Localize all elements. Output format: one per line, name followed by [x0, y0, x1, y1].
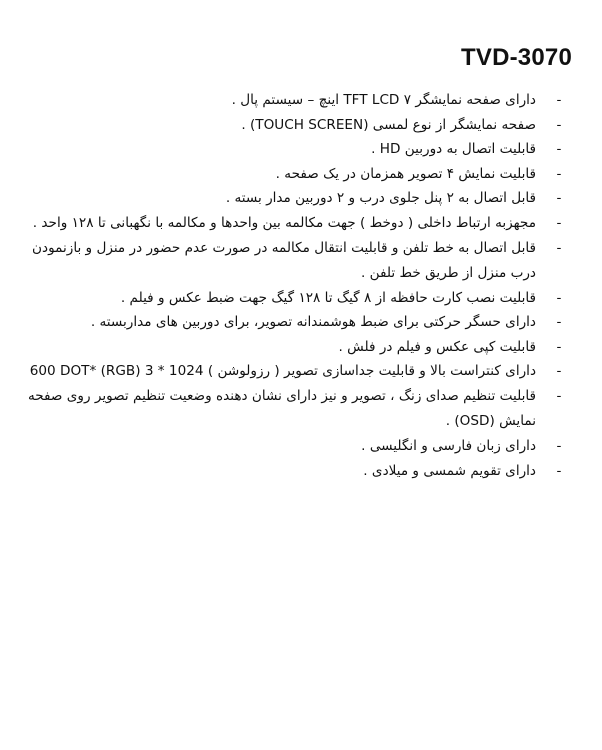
feature-text: دارای حسگر حرکتی برای ضبط هوشمندانه تصویر، برای دوربین های مداربسته .: [90, 314, 536, 331]
feature-item: [22, 286, 566, 311]
feature-text: دارای زبان فارسی و انگلیسی .: [361, 437, 536, 454]
feature-text: مجهزبه ارتباط داخلی ( دوخط ) جهت مکالمه بین واحدها و مکالمه با نگهبانی تا ۱۲۸ واحد .: [32, 214, 536, 231]
feature-text: قابل اتصال به ۲ پنل جلوی درب و ۲ دوربین مدار بسته .: [225, 190, 536, 207]
model-title: TVD-3070: [461, 44, 572, 71]
bullet-dash: -: [556, 165, 562, 182]
bullet-dash: -: [556, 338, 562, 355]
feature-item: [22, 211, 566, 236]
bullet-dash: -: [556, 141, 562, 158]
feature-text: دارای تقویم شمسی و میلادی .: [363, 462, 536, 479]
bullet-dash: -: [556, 289, 562, 306]
feature-item: [22, 335, 566, 360]
bullet-dash: -: [556, 363, 562, 380]
feature-item: [22, 359, 566, 384]
feature-text: قابلیت اتصال به دوربین HD .: [371, 141, 536, 158]
feature-text: قابلیت نصب کارت حافظه از ۸ گیگ تا ۱۲۸ گیگ جهت ضبط عکس و فیلم .: [120, 289, 536, 306]
feature-item: [22, 236, 566, 286]
bullet-dash: -: [556, 190, 562, 207]
bullet-dash: -: [556, 92, 562, 108]
feature-text: صفحه نمایشگر از نوع لمسی (TOUCH SCREEN) .: [241, 116, 536, 133]
feature-text: دارای کنتراست بالا و قابلیت جداسازی تصویر ( رزولوشن ) 1024 * 3 (RGB) *600 DOT: [29, 363, 536, 380]
feature-item: [22, 162, 566, 187]
feature-item: [22, 137, 566, 162]
feature-item: [22, 310, 566, 335]
feature-list: [22, 88, 566, 483]
feature-text: دارای صفحه نمایشگر TFT LCD ۷ اینچ – سیستم پال .: [231, 92, 536, 108]
feature-item: [22, 88, 566, 113]
feature-item: [22, 186, 566, 211]
bullet-dash: -: [556, 314, 562, 331]
feature-item: [22, 434, 566, 459]
bullet-dash: -: [556, 214, 562, 231]
feature-item: [22, 384, 566, 434]
bullet-dash: -: [556, 116, 562, 133]
feature-text: قابلیت نمایش ۴ تصویر همزمان در یک صفحه .: [275, 165, 536, 182]
bullet-dash: -: [556, 239, 562, 256]
feature-item: [22, 459, 566, 484]
feature-text: قابلیت تنظیم صدای زنگ ، تصویر و نیز دارای نشان دهنده وضعیت تنظیم تصویر روی صفحه نمایش (OSD) .: [27, 387, 536, 429]
bullet-dash: -: [556, 462, 562, 479]
feature-text: قابلیت کپی عکس و فیلم در فلش .: [338, 338, 536, 355]
bullet-dash: -: [556, 437, 562, 454]
feature-text: قابل اتصال به خط تلفن و قابلیت انتقال مکالمه در صورت عدم حضور در منزل و بازنمودن درب منزل از طریق خط تلفن .: [32, 239, 536, 281]
bullet-dash: -: [556, 387, 562, 404]
feature-item: [22, 113, 566, 138]
